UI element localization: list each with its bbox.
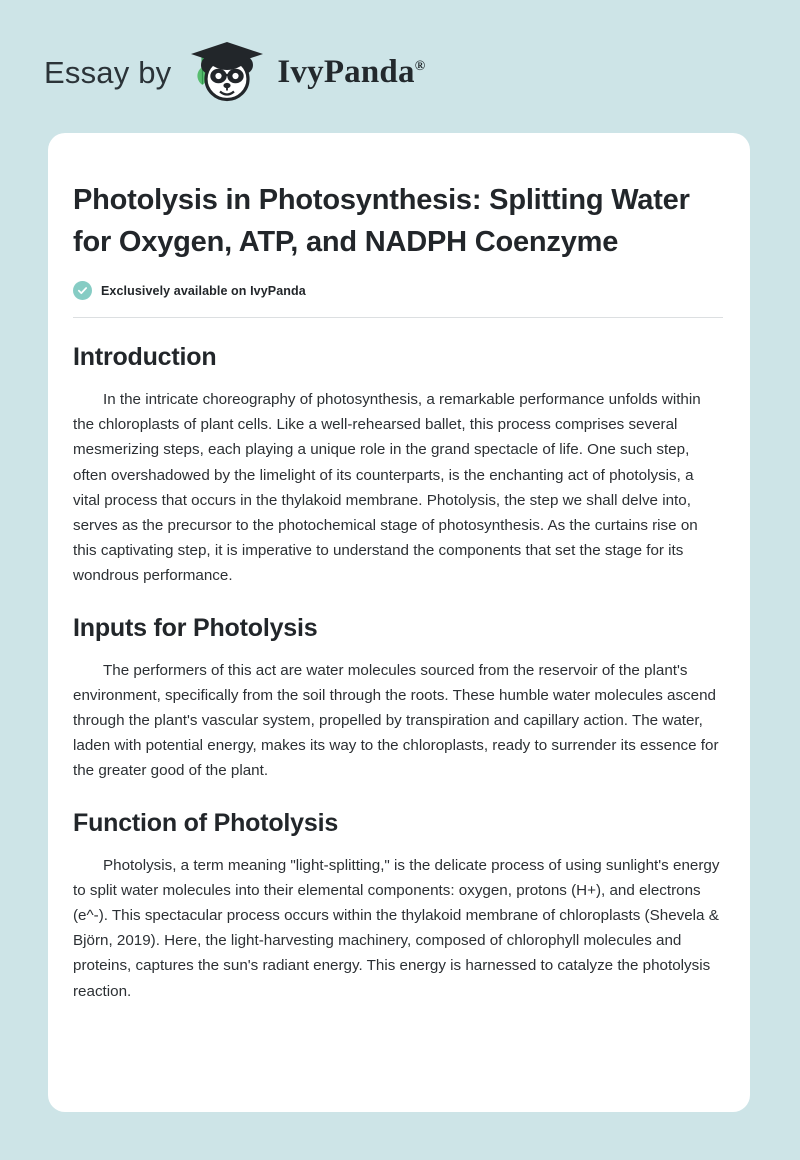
ivypanda-wordmark — [277, 53, 426, 90]
section-heading-function-of-photolysis: Function of Photolysis — [73, 808, 339, 837]
document-card — [48, 133, 750, 1112]
site-header — [44, 38, 425, 106]
title-divider — [73, 317, 723, 318]
essay-by-label: Essay by — [44, 54, 172, 90]
section-paragraph-introduction: In the intricate choreography of photosynthesis, a remarkable performance unfolds within the chloroplasts of plant cells. Like a well-rehearsed ballet, this process comprises several mesmerizing steps, each playing a unique role in the grand spectacle of life. One such step, often overshadowed by the limelight of its counterparts, is the enchanting act of photolysis, a vital process that occurs in the thylakoid membrane. Photolysis, the step we shall delve into, serves as the precursor to the photochemical stage of photosynthesis. As the curtains rise on this captivating step, it is imperative to understand the components that set the stage for its wondrous performance. — [73, 391, 701, 585]
section-heading-introduction: Introduction — [73, 343, 217, 371]
page-title: Photolysis in Photosynthesis: Splitting Water for Oxygen, ATP, and NADPH Coenzyme — [73, 184, 690, 258]
brand-name-text: IvyPanda — [277, 53, 415, 90]
panda-graduate-logo-icon — [185, 39, 267, 105]
section-paragraph-function-of-photolysis: Photolysis, a term meaning "light-splitting," is the delicate process of using sunlight's energy to split water molecules into their elemental components: oxygen, protons (H+), and electrons (e^-). This spectacular process occurs within the thylakoid membrane of chloroplasts (Shevela & Björn, 2019). Here, the light-harvesting machinery, composed of chlorophyll molecules and proteins, captures the sun's radiant energy. This energy is harnessed to catalyze the photolysis reaction. — [73, 856, 720, 1000]
section-heading-inputs-for-photolysis: Inputs for Photolysis — [73, 613, 318, 642]
ivypanda-brand[interactable] — [185, 39, 425, 105]
registered-trademark-icon: ® — [414, 58, 426, 74]
availability-label: Exclusively available on IvyPanda — [101, 283, 306, 298]
section-paragraph-inputs-for-photolysis: The performers of this act are water molecules sourced from the reservoir of the plant's environment, specifically from the soil through the roots. These humble water molecules ascend through the plant's vascular system, propelled by transpiration and capillary action. The water, laden with potential energy, makes its way to the chloroplasts, ready to surrender its essence for the greater good of the plant. — [73, 661, 719, 780]
check-circle-icon — [73, 281, 92, 300]
exclusively-available-badge — [73, 281, 721, 300]
